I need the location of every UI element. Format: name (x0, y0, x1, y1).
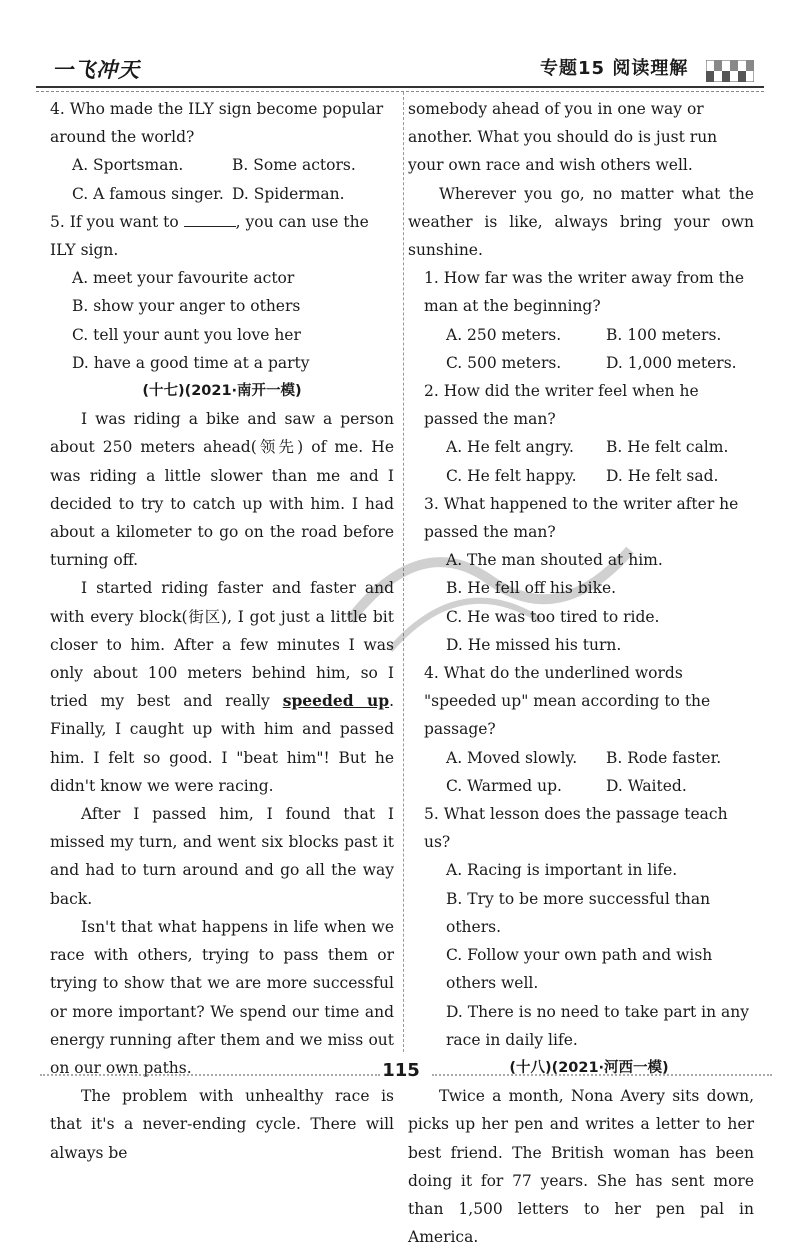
question-4-stem: 4. What do the underlined words "speeded up" mean according to the passage? (424, 664, 711, 739)
option-b: B. Try to be more successful than others. (446, 889, 711, 936)
question-5-stem: 5. What lesson does the passage teach us? (424, 805, 728, 852)
option-b: B. He fell off his bike. (446, 579, 617, 598)
checker-decoration-icon (706, 60, 754, 82)
passage-paragraph: The problem with unhealthy race is that it's a never-ending cycle. There will always be (50, 1087, 394, 1162)
question-2-options-row2 (446, 462, 754, 490)
option-c: C. tell your aunt you love her (72, 325, 301, 344)
section-heading-18: (十八)(2021·河西一模) (509, 1059, 669, 1076)
passage-paragraph: I was riding a bike and saw a person about 250 meters ahead(领先) of me. He was riding a little slower than me and I decided to try to catch up with him. I had about a kilometer to go on the road before turning off. (50, 410, 394, 570)
question-2-stem: 2. How did the writer feel when he passed the man? (424, 382, 699, 429)
option-a: A. Sportsman. (72, 156, 184, 175)
option-a: A. Moved slowly. (446, 748, 578, 767)
option-d: D. There is no need to take part in any race in daily life. (446, 1002, 750, 1049)
question-2-options-row1 (446, 433, 754, 461)
passage-paragraph: Isn't that what happens in life when we race with others, trying to pass them or trying to show that we are more successful or more important? We spend our time and energy running after them and we miss out on our own paths. (50, 917, 394, 1077)
option-d: D. 1,000 meters. (606, 353, 737, 372)
question-1-options-row1 (446, 321, 754, 349)
footer-rule-right (432, 1074, 772, 1076)
underlined-words: speeded up (282, 691, 390, 711)
topic-title: 专题15 阅读理解 (540, 58, 689, 79)
option-b: B. Some actors. (232, 156, 356, 175)
option-a: A. Racing is important in life. (446, 861, 678, 880)
question-1-options-row2 (446, 349, 754, 377)
question-1-stem: 1. How far was the writer away from the man at the beginning? (424, 269, 745, 316)
option-b: B. 100 meters. (606, 325, 722, 344)
brand-logo: 一飞冲天 (52, 58, 140, 82)
option-d: D. have a good time at a party (72, 353, 310, 372)
header-rule-thin (36, 91, 764, 92)
question-4-stem: 4. Who made the ILY sign become popular around the world? (50, 100, 384, 147)
option-b: B. He felt calm. (606, 438, 729, 457)
page-number: 115 (382, 1060, 420, 1081)
passage-paragraph: somebody ahead of you in one way or another. What you should do is just run your own race and wish others well. (408, 100, 718, 175)
question-4-options-row2 (72, 180, 394, 208)
passage-paragraph (50, 574, 394, 800)
left-column (50, 95, 394, 1167)
question-3-stem: 3. What happened to the writer after he passed the man? (424, 494, 739, 542)
question-4-options-row2 (446, 772, 754, 800)
passage-paragraph: Twice a month, Nona Avery sits down, picks up her pen and writes a letter to her best friend. The British woman has been doing it for 77 years. She has sent more than 1,500 letters to her pen pal in America. (408, 1087, 754, 1247)
option-d: D. He felt sad. (606, 466, 719, 485)
option-b: B. Rode faster. (606, 748, 722, 767)
option-c: C. He was too tired to ride. (446, 607, 660, 626)
option-a: A. meet your favourite actor (72, 269, 295, 288)
option-c: C. A famous singer. (72, 184, 224, 203)
section-heading-17: (十七)(2021·南开一模) (142, 383, 302, 400)
option-a: A. 250 meters. (446, 325, 562, 344)
paragraph-text: I started riding faster and faster and with every block(街区), I got just a little bit closer to him. After a few minutes I was only about 100 meters behind him, so I tried my best and really (50, 579, 394, 711)
question-5-stem-before: 5. If you want to (50, 212, 184, 231)
option-c: C. 500 meters. (446, 353, 562, 372)
option-a: A. He felt angry. (446, 438, 574, 457)
option-d: D. He missed his turn. (446, 635, 622, 654)
question-4-options-row1 (72, 151, 394, 179)
option-d: D. Spiderman. (232, 184, 345, 203)
option-c: C. He felt happy. (446, 466, 577, 485)
header-rule (36, 86, 764, 88)
option-c: C. Warmed up. (446, 776, 562, 795)
footer-rule-left (40, 1074, 380, 1076)
passage-paragraph: Wherever you go, no matter what the weather is like, always bring your own sunshine. (408, 184, 754, 260)
question-5-stem-after: , you can use the ILY sign. (50, 212, 369, 260)
question-5-stem (50, 208, 394, 264)
passage-paragraph: After I passed him, I found that I missed my turn, and went six blocks past it and had to turn around and go all the way back. (50, 805, 394, 908)
option-a: A. The man shouted at him. (446, 551, 663, 570)
page-header (0, 0, 800, 100)
question-4-options-row1 (446, 744, 754, 772)
answer-blank (184, 212, 236, 227)
paragraph-text: . Finally, I caught up with him and passed him. I felt so good. I "beat him"! But he didn't know we were racing. (50, 692, 395, 795)
option-b: B. show your anger to others (72, 297, 301, 316)
option-c: C. Follow your own path and wish others well. (446, 946, 713, 993)
option-d: D. Waited. (606, 776, 687, 795)
